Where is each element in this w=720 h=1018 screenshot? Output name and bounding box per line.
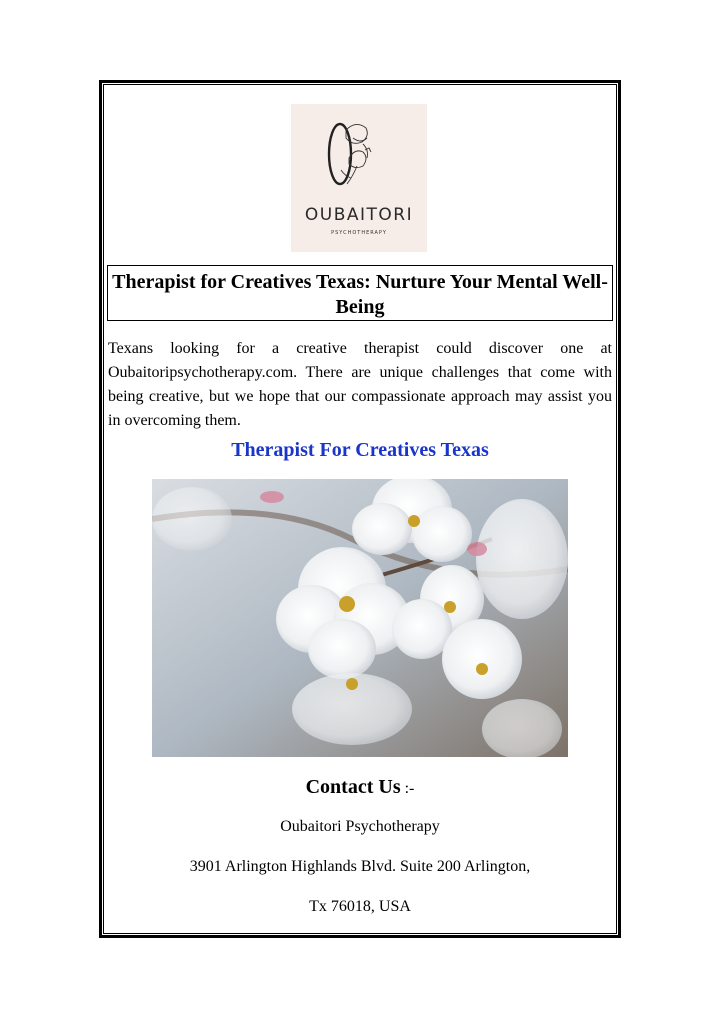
contact-heading <box>108 776 612 799</box>
intro-paragraph: Texans looking for a creative therapist could discover one at Oubaitoripsychotherapy.com. There are unique challenges that come with being creative, but we hope that our compassionate approach may assist you in overcoming them. <box>108 340 612 429</box>
page-title: Therapist for Creatives Texas: Nurture Your Mental Well-Being <box>112 271 608 318</box>
contact-address-line1: 3901 Arlington Highlands Blvd. Suite 200 Arlington, <box>189 858 531 875</box>
brand-logo <box>291 104 427 252</box>
contact-name: Oubaitori Psychotherapy <box>280 818 440 835</box>
cherry-blossom-photo <box>152 479 568 757</box>
contact-heading-separator: :- <box>404 780 415 797</box>
logo-tagline: PSYCHOTHERAPY <box>331 230 387 236</box>
contact-heading-label: Contact Us <box>305 776 401 798</box>
section-heading: Therapist For Creatives Texas <box>231 439 489 461</box>
contact-address-line2: Tx 76018, USA <box>309 898 411 915</box>
logo-wordmark: OUBAITORI <box>304 205 414 225</box>
